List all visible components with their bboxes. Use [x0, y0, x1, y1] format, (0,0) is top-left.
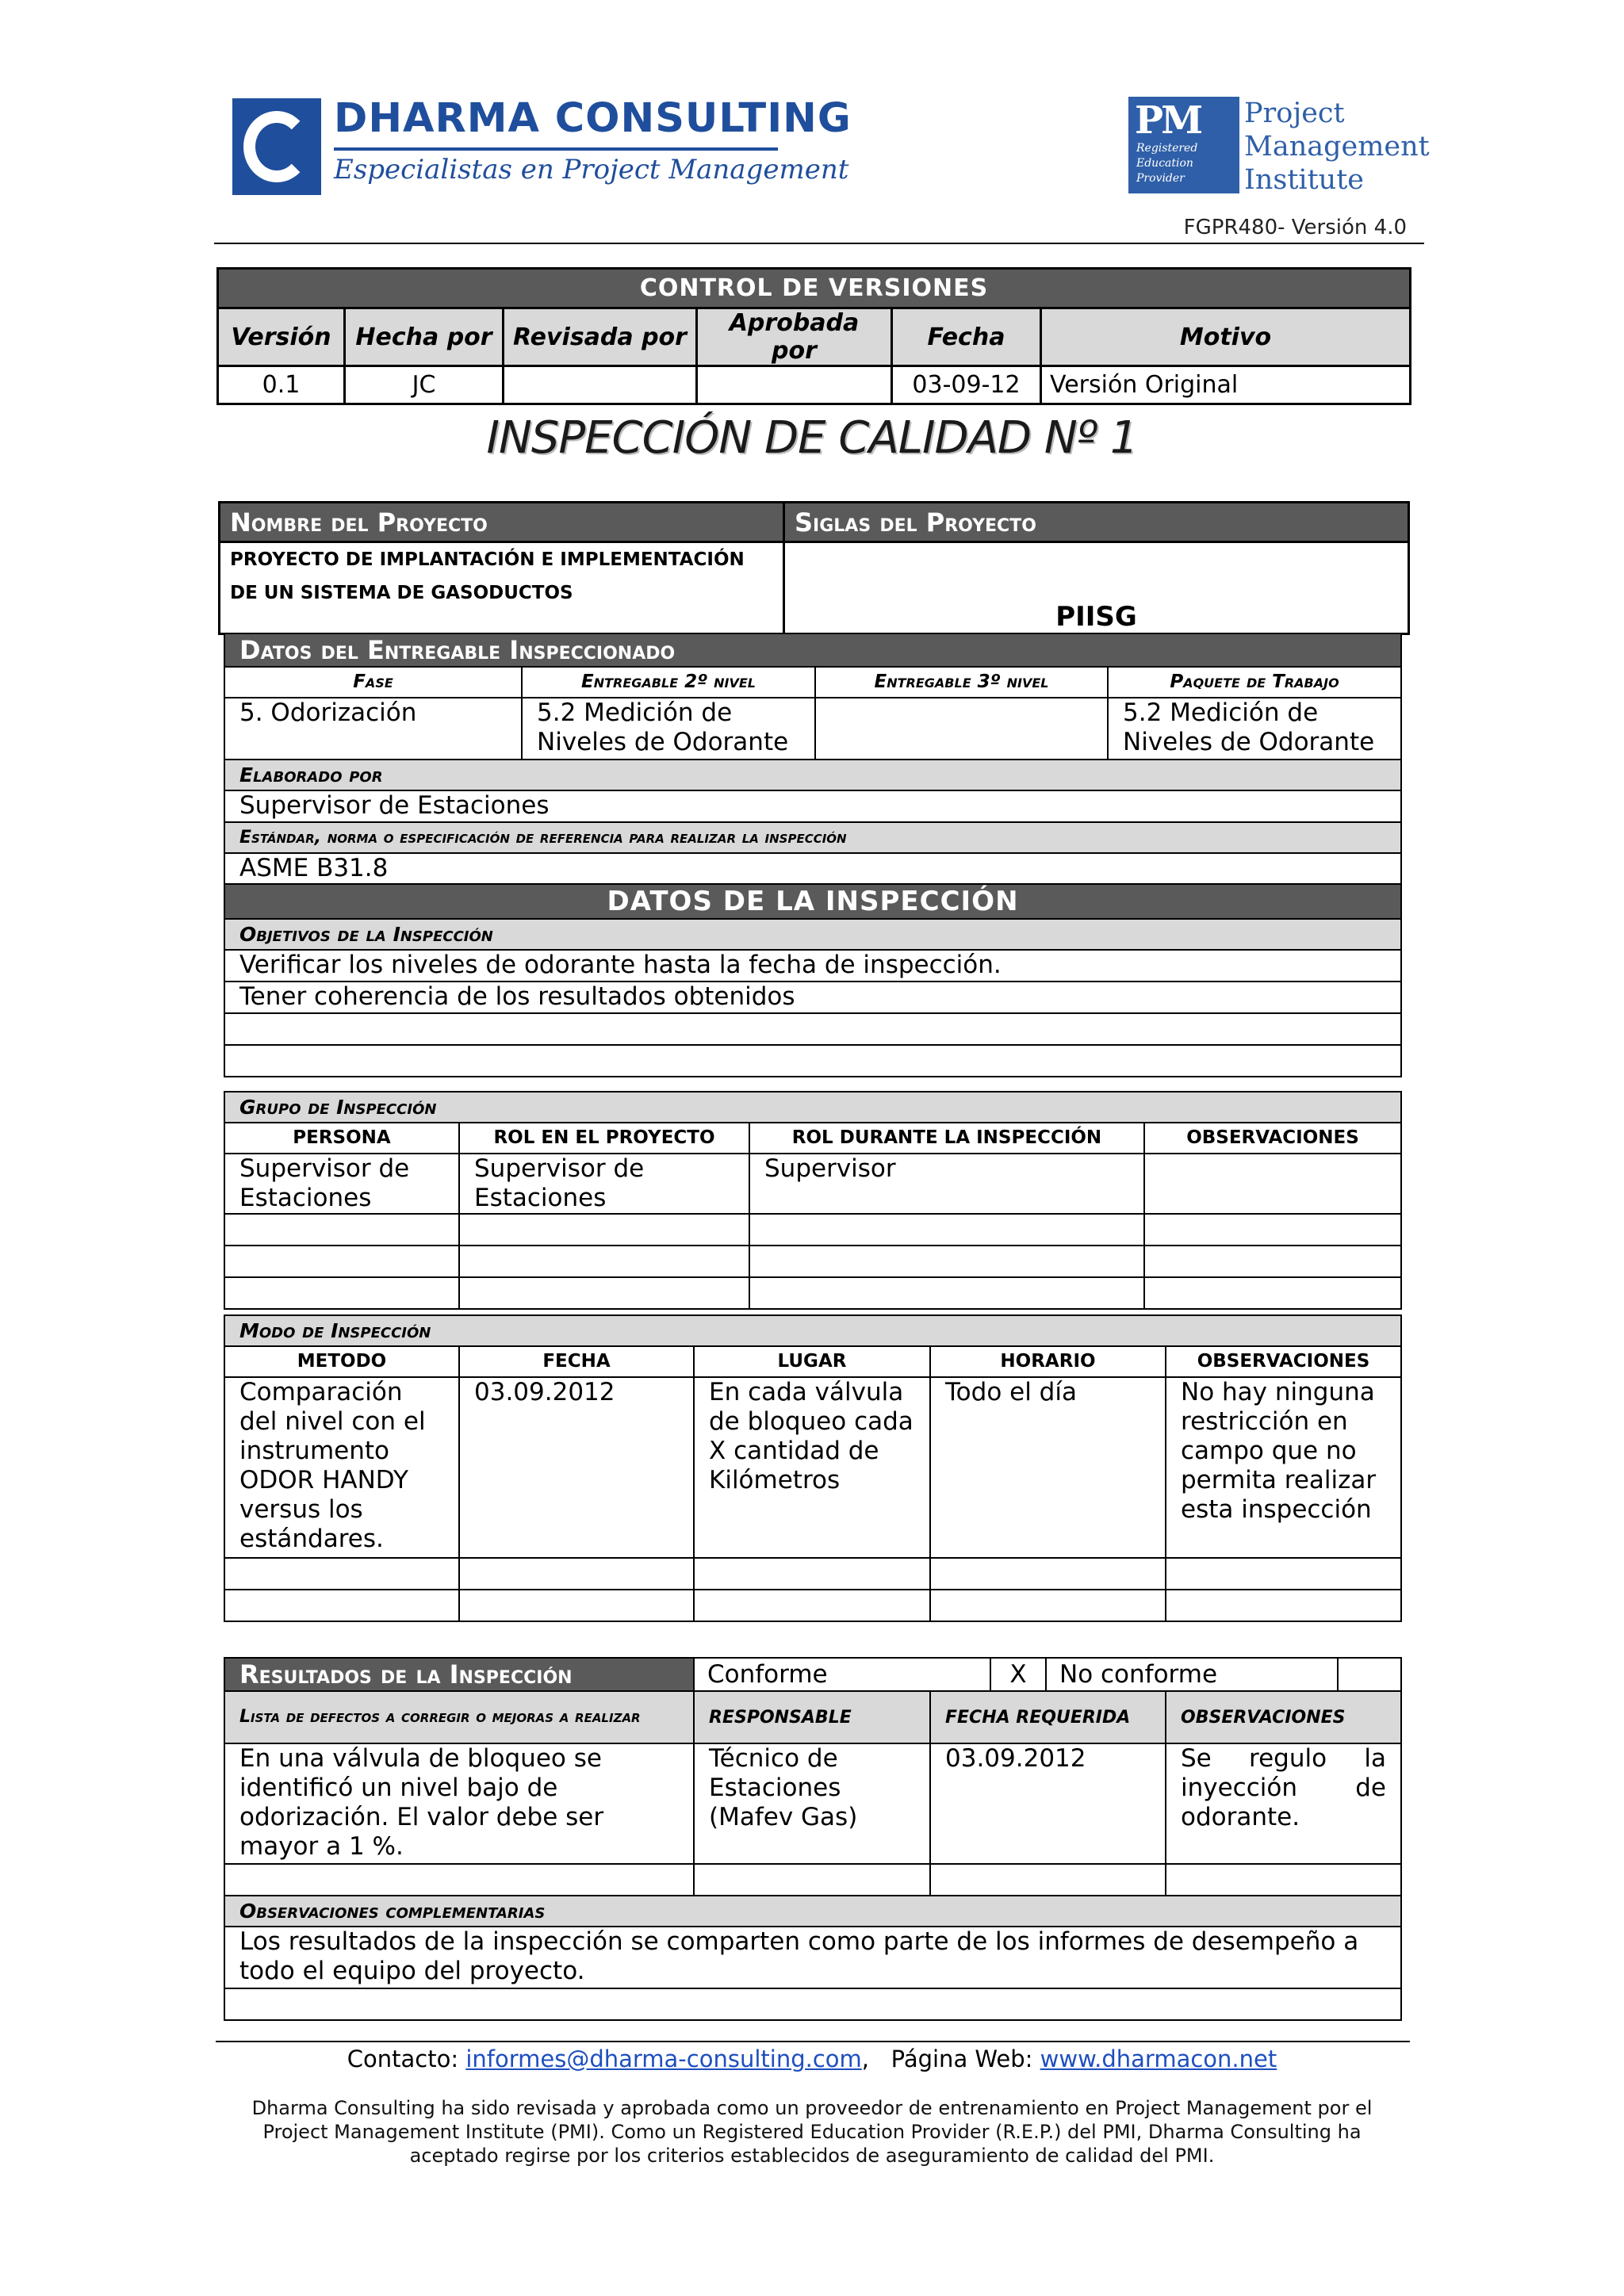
- dharma-c-icon: [232, 98, 321, 195]
- header-divider: [214, 243, 1424, 244]
- deliverable-level3-value: [815, 698, 1108, 760]
- objectives-label: Objetivos de la Inspección: [224, 919, 1401, 950]
- column-header: METODO: [224, 1346, 459, 1377]
- project-acronym-value: PIISG: [784, 542, 1409, 634]
- pmi-rep-icon: PM Registered Education Provider: [1128, 97, 1239, 193]
- pmi-name: Project Management Institute: [1244, 98, 1430, 196]
- defect-cell: En una válvula de bloqueo se identificó un nivel bajo de odorización. El valor debe ser mayor a 1 %.: [224, 1743, 694, 1864]
- column-header: Motivo: [1041, 308, 1411, 366]
- conforme-label: Conforme: [707, 1659, 828, 1689]
- column-header: Fecha: [892, 308, 1041, 366]
- column-header: OBSERVACIONES: [1166, 1691, 1401, 1743]
- document-title: INSPECCIÓN DE CALIDAD Nº 1: [486, 412, 1138, 464]
- column-header: Aprobada por: [697, 308, 892, 366]
- column-header: FECHA REQUERIDA: [930, 1691, 1166, 1743]
- schedule-cell: Todo el día: [930, 1377, 1166, 1558]
- results-section-title: Resultados de la Inspección: [224, 1658, 694, 1691]
- approved-by-cell: [697, 366, 892, 404]
- inspection-group-table: [224, 1091, 1402, 1310]
- website-link[interactable]: www.dharmacon.net: [1040, 2045, 1277, 2072]
- pmi-logo: [1128, 97, 1430, 198]
- table-row: [224, 1743, 1401, 1864]
- dharma-consulting-logo: [232, 95, 852, 198]
- project-table: [218, 501, 1410, 635]
- column-header: Entregable 2º nivel: [522, 667, 815, 698]
- column-header: RESPONSABLE: [694, 1691, 930, 1743]
- column-header: Entregable 3º nivel: [815, 667, 1108, 698]
- empty-row: [224, 1013, 1401, 1045]
- version-control-title: CONTROL DE VERSIONES: [218, 269, 1411, 308]
- column-header: Paquete de Trabajo: [1108, 667, 1401, 698]
- phase-value: 5. Odorización: [224, 698, 522, 760]
- required-date-cell: 03.09.2012: [930, 1743, 1166, 1864]
- contact-line: Contacto: informes@dharma-consulting.com, Página Web: www.dharmacon.net: [347, 2045, 1277, 2072]
- complementary-text: Los resultados de la inspección se comparten como parte de los informes de desempeño a todo el equipo del proyecto.: [224, 1927, 1401, 1988]
- web-label: Página Web:: [891, 2045, 1033, 2072]
- logo-divider: [334, 147, 778, 151]
- date-cell: 03-09-12: [892, 366, 1041, 404]
- company-name: DHARMA CONSULTING: [334, 95, 852, 142]
- no-conforme-label: No conforme: [1059, 1659, 1218, 1689]
- empty-row: [224, 1045, 1401, 1077]
- form-code: FGPR480- Versión 4.0: [1183, 216, 1407, 239]
- contact-label: Contacto:: [347, 2045, 459, 2072]
- project-role-cell: Supervisor de Estaciones: [459, 1154, 749, 1214]
- table-row: [218, 366, 1411, 404]
- column-header: Fase: [224, 667, 522, 698]
- observations-cell: Se regulo la inyección de odorante.: [1166, 1743, 1401, 1864]
- version-cell: 0.1: [218, 366, 345, 404]
- mode-label: Modo de Inspección: [224, 1315, 1401, 1346]
- work-package-value: 5.2 Medición de Niveles de Odorante: [1108, 698, 1401, 760]
- complementary-label: Observaciones complementarias: [224, 1896, 1401, 1927]
- pmi-disclaimer: Dharma Consulting ha sido revisada y aprobada como un proveedor de entrenamiento en Project Management por el Project Management Institute (PMI). Como un Registered Education Provider (R.E.P.) del PMI, Dharma Consulting ha aceptado regirse por los criterios establecidos de aseguramiento de calidad del PMI.: [251, 2097, 1373, 2167]
- company-tagline: Especialistas en Project Management: [334, 154, 849, 186]
- project-name-label: Nombre del Proyecto: [220, 503, 784, 542]
- reason-cell: Versión Original: [1041, 366, 1411, 404]
- results-table: [224, 1657, 1402, 2021]
- date-cell: 03.09.2012: [459, 1377, 694, 1558]
- footer-divider: [216, 2041, 1410, 2042]
- column-header: Revisada por: [504, 308, 697, 366]
- conformity-row: [694, 1658, 1401, 1691]
- objective-item: Verificar los niveles de odorante hasta la fecha de inspección.: [224, 950, 1401, 982]
- no-conforme-checkbox[interactable]: [1337, 1659, 1397, 1690]
- column-header: ROL EN EL PROYECTO: [459, 1123, 749, 1154]
- prepared-by-label: Elaborado por: [224, 760, 1401, 790]
- standard-label: Estándar, norma o especificación de referencia para realizar la inspección: [224, 822, 1401, 853]
- prepared-by-value: Supervisor de Estaciones: [224, 790, 1401, 822]
- column-header: LUGAR: [694, 1346, 930, 1377]
- person-cell: Supervisor de Estaciones: [224, 1154, 459, 1214]
- standard-value: ASME B31.8: [224, 853, 1401, 884]
- deliverable-level2-value: 5.2 Medición de Niveles de Odorante: [522, 698, 815, 760]
- column-header: ROL DURANTE LA INSPECCIÓN: [749, 1123, 1144, 1154]
- inspection-role-cell: Supervisor: [749, 1154, 1144, 1214]
- objective-item: Tener coherencia de los resultados obtenidos: [224, 982, 1401, 1013]
- project-acronym-label: Siglas del Proyecto: [784, 503, 1409, 542]
- inspection-mode-table: [224, 1314, 1402, 1622]
- table-row: [224, 1377, 1401, 1558]
- observations-cell: No hay ninguna restricción en campo que no permita realizar esta inspección: [1166, 1377, 1401, 1558]
- project-name-value: PROYECTO DE IMPLANTACIÓN E IMPLEMENTACIÓN DE UN SISTEMA DE GASODUCTOS: [220, 542, 784, 634]
- observations-cell: [1144, 1154, 1401, 1214]
- column-header: PERSONA: [224, 1123, 459, 1154]
- column-header: Hecha por: [345, 308, 504, 366]
- group-label: Grupo de Inspección: [224, 1092, 1401, 1123]
- column-header: OBSERVACIONES: [1144, 1123, 1401, 1154]
- column-header: OBSERVACIONES: [1166, 1346, 1401, 1377]
- made-by-cell: JC: [345, 366, 504, 404]
- column-header: HORARIO: [930, 1346, 1166, 1377]
- version-control-table: [216, 267, 1411, 405]
- reviewed-by-cell: [504, 366, 697, 404]
- email-link[interactable]: informes@dharma-consulting.com: [465, 2045, 862, 2072]
- place-cell: En cada válvula de bloqueo cada X cantidad de Kilómetros: [694, 1377, 930, 1558]
- empty-row: [224, 1988, 1401, 2020]
- responsible-cell: Técnico de Estaciones (Mafev Gas): [694, 1743, 930, 1864]
- conforme-checkbox[interactable]: X: [990, 1659, 1047, 1690]
- column-header: FECHA: [459, 1346, 694, 1377]
- defects-label: Lista de defectos a corregir o mejoras a realizar: [224, 1691, 694, 1743]
- column-header: Versión: [218, 308, 345, 366]
- deliverable-table: [224, 633, 1402, 1077]
- table-row: [224, 1154, 1401, 1214]
- deliverable-section-title: Datos del Entregable Inspeccionado: [224, 633, 1401, 667]
- inspection-section-title: DATOS DE LA INSPECCIÓN: [224, 884, 1401, 919]
- method-cell: Comparación del nivel con el instrumento ODOR HANDY versus los estándares.: [224, 1377, 459, 1558]
